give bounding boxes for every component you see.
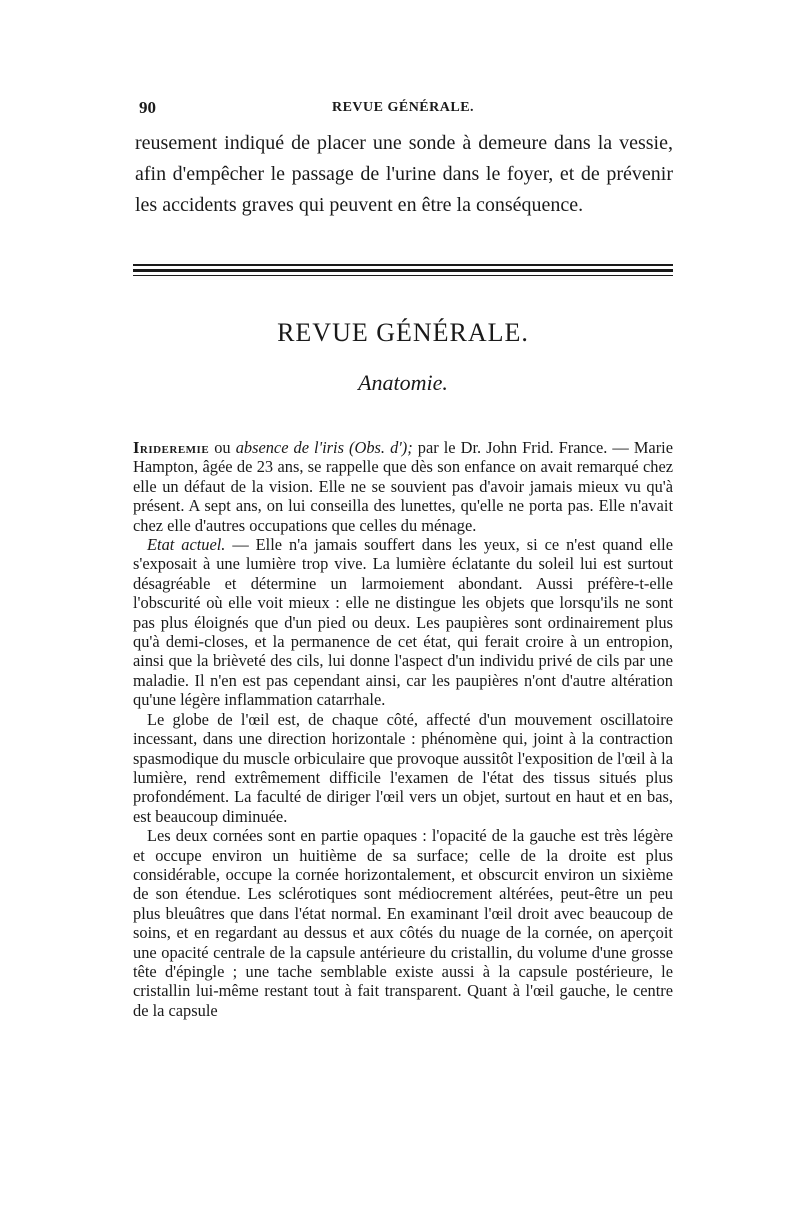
page-number: 90 <box>139 98 156 117</box>
paragraph <box>133 438 673 535</box>
continued-paragraph: reusement indiqué de placer une sonde à demeure dans la vessie, afin d'empêcher le passage de l'urine dans le foyer, et de prévenir les accidents graves qui peuvent en être la conséquence. <box>135 132 673 216</box>
section-title: REVUE GÉNÉRALE. <box>277 318 529 347</box>
subsection-title: Anatomie. <box>358 370 448 395</box>
paragraph-italic-heading: Etat actuel. <box>147 535 226 555</box>
lead-rest: par le Dr. John Frid. France. — Marie Hampton, âgée de 23 ans, se rappelle que dès son enfance on avait remarqué chez elle un défaut de la vision. Elle ne se souvient pas d'avoir jamais mieux vu qu'à présent. A sept ans, on lui conseilla des lunettes, qu'elle ne porta pas. Elle n'avait chez elle d'autres occupations que celles du ménage. <box>133 438 673 535</box>
divider-rule <box>133 269 673 272</box>
lead-italic: absence de l'iris (Obs. d'); <box>235 438 413 457</box>
paragraph: Le globe de l'œil est, de chaque côté, affecté d'un mouvement oscillatoire incessant, dans une direction horizontale : phénomène qui, joint à la contraction spasmodique du muscle orbiculaire que provoque aussitôt l'exposition de l'œil à la lumière, rend extrêmement difficile l'examen de l'état des tissus situés plus profondément. La faculté de diriger l'œil vers un objet, surtout en haut et en bas, est beaucoup diminuée. <box>133 709 673 826</box>
divider-rule <box>133 264 673 266</box>
paragraph: Les deux cornées sont en partie opaques : l'opacité de la gauche est très légère et occupe environ un huitième de sa surface; celle de la droite est plus considérable, occupe la cornée horizontalement, et obscurcit environ un sixième de son étendue. Les sclérotiques sont médiocrement altérées, peut-être un peu plus bleuâtres que dans l'état normal. En examinant l'œil droit avec beaucoup de soins, et en regardant au dessus et aux côtés du nuage de la cornée, on aperçoit une opacité centrale de la capsule antérieure du cristallin, du volume d'une grosse tête d'épingle ; une tache semblable existe aussi à la capsule postérieure, le cristallin lui-même restant tout à fait transparent. Quant à l'œil gauche, le centre de la capsule <box>133 826 673 1020</box>
running-head <box>133 98 673 124</box>
lead-term: Irideremie <box>133 438 210 457</box>
paragraph-text: — Elle n'a jamais souffert dans les yeux, si ce n'est quand elle s'exposait à une lumière trop vive. La lumière éclatante du soleil lui est surtout désagréable et détermine un larmoiement abondant. Aussi préfère-t-elle l'obscurité où elle voit mieux : elle ne distingue les objets que lorsqu'ils ne sont pas plus éloignés que d'un pied ou deux. Les paupières sont ordinairement plus qu'à demi-closes, et la permanence de cet état, qui ferait croire à un entropion, ainsi que la brièveté des cils, lui donne l'aspect d'un individu privé de cils par une maladie. Il n'en est pas cependant ainsi, car les paupières n'ont d'autre altération qu'une légère inflammation catarrhale. <box>133 535 674 710</box>
paragraph <box>133 535 673 710</box>
divider-rule <box>133 275 673 276</box>
running-title: REVUE GÉNÉRALE. <box>331 100 475 115</box>
lead-connector: ou <box>209 438 236 457</box>
article-body <box>133 438 673 1020</box>
section-divider <box>133 264 673 276</box>
